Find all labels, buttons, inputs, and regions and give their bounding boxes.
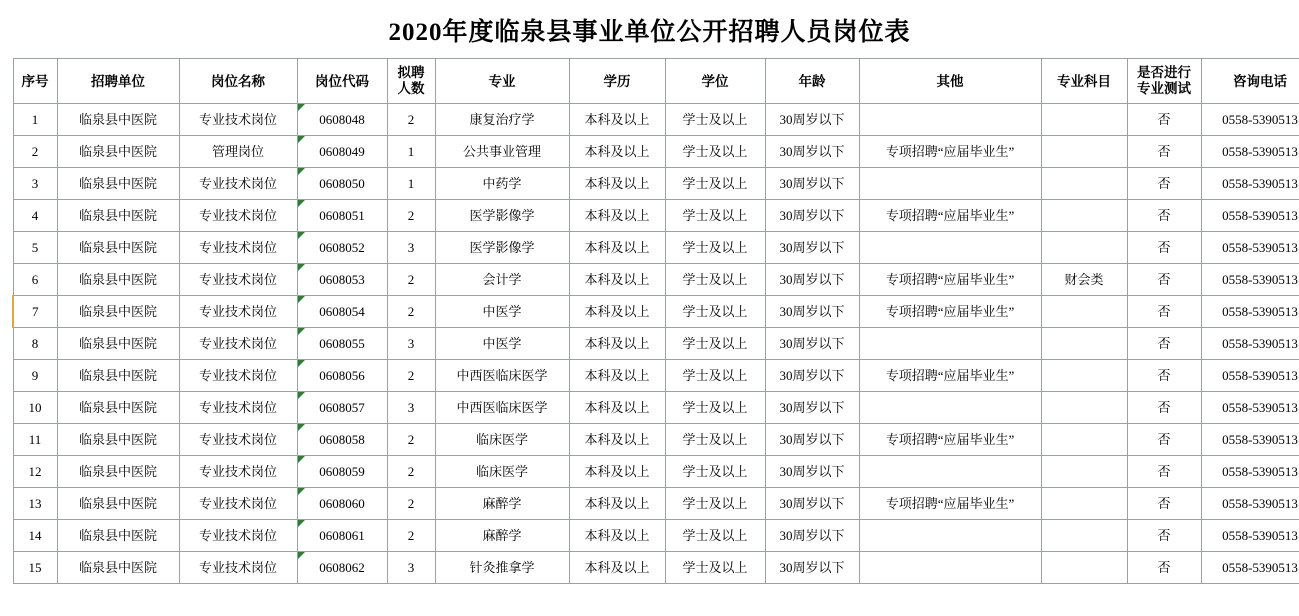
cell-code: 0608049: [297, 136, 387, 168]
cell-code: 0608055: [297, 328, 387, 360]
cell-subject: [1041, 328, 1127, 360]
cell-subject: [1041, 232, 1127, 264]
cell-no: 3: [13, 168, 57, 200]
cell-age: 30周岁以下: [765, 232, 859, 264]
cell-test: 否: [1127, 552, 1201, 584]
cell-edu: 本科及以上: [569, 264, 665, 296]
cell-age: 30周岁以下: [765, 520, 859, 552]
column-header-num-line2: 人数: [397, 81, 425, 96]
cell-edu: 本科及以上: [569, 104, 665, 136]
cell-code: 0608054: [297, 296, 387, 328]
cell-age: 30周岁以下: [765, 296, 859, 328]
cell-post: 专业技术岗位: [179, 488, 297, 520]
cell-no: 13: [13, 488, 57, 520]
cell-edu: 本科及以上: [569, 200, 665, 232]
cell-other: 专项招聘“应届毕业生”: [859, 136, 1041, 168]
cell-major: 中医学: [435, 328, 569, 360]
cell-tel: 0558-5390513: [1201, 168, 1299, 200]
cell-unit: 临泉县中医院: [57, 360, 179, 392]
cell-subject: [1041, 200, 1127, 232]
cell-no: 14: [13, 520, 57, 552]
cell-major: 中西医临床医学: [435, 392, 569, 424]
cell-tel: 0558-5390513: [1201, 424, 1299, 456]
cell-no: 12: [13, 456, 57, 488]
table-header-row: [13, 59, 1299, 104]
cell-test: 否: [1127, 520, 1201, 552]
cell-major: 麻醉学: [435, 488, 569, 520]
cell-age: 30周岁以下: [765, 360, 859, 392]
cell-num: 2: [387, 520, 435, 552]
cell-degree: 学士及以上: [665, 392, 765, 424]
cell-edu: 本科及以上: [569, 488, 665, 520]
cell-other: [859, 104, 1041, 136]
cell-subject: [1041, 488, 1127, 520]
cell-post: 专业技术岗位: [179, 328, 297, 360]
cell-unit: 临泉县中医院: [57, 392, 179, 424]
column-header-test: [1127, 59, 1201, 104]
column-header-major: 专业: [435, 59, 569, 104]
cell-num: 2: [387, 456, 435, 488]
cell-tel: 0558-5390513: [1201, 104, 1299, 136]
cell-code: 0608059: [297, 456, 387, 488]
cell-tel: 0558-5390513: [1201, 552, 1299, 584]
cell-num: 2: [387, 424, 435, 456]
cell-code: 0608048: [297, 104, 387, 136]
cell-num: 1: [387, 136, 435, 168]
column-header-edu: 学历: [569, 59, 665, 104]
cell-code: 0608056: [297, 360, 387, 392]
column-header-other: 其他: [859, 59, 1041, 104]
column-header-degree: 学位: [665, 59, 765, 104]
cell-degree: 学士及以上: [665, 360, 765, 392]
column-header-test-line1: 是否进行: [1137, 65, 1191, 80]
cell-edu: 本科及以上: [569, 520, 665, 552]
cell-age: 30周岁以下: [765, 168, 859, 200]
cell-age: 30周岁以下: [765, 424, 859, 456]
table-row[interactable]: [13, 104, 1299, 136]
column-header-subject: 专业科目: [1041, 59, 1127, 104]
column-header-test-line2: 专业测试: [1137, 81, 1191, 96]
table-row[interactable]: [13, 328, 1299, 360]
cell-num: 3: [387, 232, 435, 264]
cell-unit: 临泉县中医院: [57, 520, 179, 552]
column-header-post: 岗位名称: [179, 59, 297, 104]
cell-code: 0608050: [297, 168, 387, 200]
cell-no: 10: [13, 392, 57, 424]
cell-edu: 本科及以上: [569, 328, 665, 360]
cell-test: 否: [1127, 392, 1201, 424]
cell-edu: 本科及以上: [569, 392, 665, 424]
cell-other: [859, 328, 1041, 360]
cell-subject: [1041, 168, 1127, 200]
cell-subject: [1041, 552, 1127, 584]
cell-post: 专业技术岗位: [179, 232, 297, 264]
cell-test: 否: [1127, 232, 1201, 264]
table-row[interactable]: [13, 232, 1299, 264]
cell-degree: 学士及以上: [665, 328, 765, 360]
table-row[interactable]: [13, 168, 1299, 200]
cell-subject: [1041, 424, 1127, 456]
cell-other: 专项招聘“应届毕业生”: [859, 200, 1041, 232]
cell-test: 否: [1127, 456, 1201, 488]
cell-age: 30周岁以下: [765, 200, 859, 232]
cell-major: 临床医学: [435, 456, 569, 488]
cell-edu: 本科及以上: [569, 456, 665, 488]
cell-major: 医学影像学: [435, 200, 569, 232]
cell-post: 专业技术岗位: [179, 360, 297, 392]
cell-major: 中药学: [435, 168, 569, 200]
column-header-age: 年龄: [765, 59, 859, 104]
cell-other: [859, 456, 1041, 488]
cell-tel: 0558-5390513: [1201, 520, 1299, 552]
cell-test: 否: [1127, 424, 1201, 456]
cell-degree: 学士及以上: [665, 104, 765, 136]
cell-no: 8: [13, 328, 57, 360]
cell-unit: 临泉县中医院: [57, 136, 179, 168]
cell-tel: 0558-5390513: [1201, 456, 1299, 488]
cell-subject: [1041, 104, 1127, 136]
cell-post: 专业技术岗位: [179, 168, 297, 200]
cell-unit: 临泉县中医院: [57, 264, 179, 296]
cell-edu: 本科及以上: [569, 552, 665, 584]
cell-code: 0608051: [297, 200, 387, 232]
cell-num: 3: [387, 328, 435, 360]
cell-unit: 临泉县中医院: [57, 168, 179, 200]
cell-other: 专项招聘“应届毕业生”: [859, 488, 1041, 520]
cell-unit: 临泉县中医院: [57, 424, 179, 456]
cell-num: 1: [387, 168, 435, 200]
cell-unit: 临泉县中医院: [57, 232, 179, 264]
cell-code: 0608061: [297, 520, 387, 552]
cell-edu: 本科及以上: [569, 296, 665, 328]
cell-num: 2: [387, 200, 435, 232]
cell-other: [859, 552, 1041, 584]
column-header-num: [387, 59, 435, 104]
column-header-code: 岗位代码: [297, 59, 387, 104]
cell-subject: [1041, 296, 1127, 328]
cell-unit: 临泉县中医院: [57, 296, 179, 328]
cell-num: 2: [387, 296, 435, 328]
cell-age: 30周岁以下: [765, 488, 859, 520]
table-row[interactable]: [13, 136, 1299, 168]
cell-post: 专业技术岗位: [179, 104, 297, 136]
cell-no: 6: [13, 264, 57, 296]
table-row[interactable]: [13, 424, 1299, 456]
cell-num: 3: [387, 392, 435, 424]
cell-tel: 0558-5390513: [1201, 136, 1299, 168]
cell-age: 30周岁以下: [765, 392, 859, 424]
cell-no: 9: [13, 360, 57, 392]
cell-post: 专业技术岗位: [179, 200, 297, 232]
cell-no: 4: [13, 200, 57, 232]
cell-unit: 临泉县中医院: [57, 488, 179, 520]
cell-other: [859, 168, 1041, 200]
cell-code: 0608058: [297, 424, 387, 456]
cell-test: 否: [1127, 200, 1201, 232]
cell-subject: [1041, 136, 1127, 168]
cell-major: 针灸推拿学: [435, 552, 569, 584]
cell-degree: 学士及以上: [665, 168, 765, 200]
cell-post: 专业技术岗位: [179, 424, 297, 456]
cell-unit: 临泉县中医院: [57, 200, 179, 232]
table-row[interactable]: [13, 200, 1299, 232]
cell-num: 3: [387, 552, 435, 584]
cell-degree: 学士及以上: [665, 456, 765, 488]
cell-test: 否: [1127, 104, 1201, 136]
table-row[interactable]: [13, 264, 1299, 296]
table-row[interactable]: [13, 456, 1299, 488]
cell-edu: 本科及以上: [569, 232, 665, 264]
cell-other: [859, 392, 1041, 424]
cell-subject: [1041, 456, 1127, 488]
cell-test: 否: [1127, 328, 1201, 360]
cell-other: 专项招聘“应届毕业生”: [859, 264, 1041, 296]
cell-post: 专业技术岗位: [179, 552, 297, 584]
cell-tel: 0558-5390513: [1201, 392, 1299, 424]
cell-code: 0608060: [297, 488, 387, 520]
cell-code: 0608062: [297, 552, 387, 584]
cell-other: 专项招聘“应届毕业生”: [859, 424, 1041, 456]
cell-test: 否: [1127, 296, 1201, 328]
cell-age: 30周岁以下: [765, 328, 859, 360]
cell-major: 会计学: [435, 264, 569, 296]
cell-edu: 本科及以上: [569, 424, 665, 456]
cell-test: 否: [1127, 264, 1201, 296]
cell-tel: 0558-5390513: [1201, 328, 1299, 360]
cell-post: 专业技术岗位: [179, 456, 297, 488]
cell-age: 30周岁以下: [765, 552, 859, 584]
cell-major: 医学影像学: [435, 232, 569, 264]
cell-age: 30周岁以下: [765, 456, 859, 488]
cell-no: 1: [13, 104, 57, 136]
cell-degree: 学士及以上: [665, 264, 765, 296]
cell-other: 专项招聘“应届毕业生”: [859, 360, 1041, 392]
cell-major: 中医学: [435, 296, 569, 328]
column-header-tel: 咨询电话: [1201, 59, 1299, 104]
cell-tel: 0558-5390513: [1201, 360, 1299, 392]
cell-test: 否: [1127, 136, 1201, 168]
cell-tel: 0558-5390513: [1201, 488, 1299, 520]
cell-subject: 财会类: [1041, 264, 1127, 296]
cell-code: 0608053: [297, 264, 387, 296]
cell-unit: 临泉县中医院: [57, 104, 179, 136]
cell-num: 2: [387, 104, 435, 136]
cell-subject: [1041, 360, 1127, 392]
cell-degree: 学士及以上: [665, 232, 765, 264]
table-body: [13, 104, 1299, 584]
cell-degree: 学士及以上: [665, 296, 765, 328]
cell-tel: 0558-5390513: [1201, 200, 1299, 232]
table-row[interactable]: [13, 360, 1299, 392]
cell-unit: 临泉县中医院: [57, 328, 179, 360]
cell-no: 7: [13, 296, 57, 328]
cell-num: 2: [387, 360, 435, 392]
cell-no: 2: [13, 136, 57, 168]
recruitment-table: [12, 58, 1299, 584]
cell-num: 2: [387, 488, 435, 520]
cell-major: 公共事业管理: [435, 136, 569, 168]
cell-degree: 学士及以上: [665, 552, 765, 584]
table-row[interactable]: [13, 296, 1299, 328]
cell-tel: 0558-5390513: [1201, 264, 1299, 296]
cell-unit: 临泉县中医院: [57, 456, 179, 488]
cell-subject: [1041, 520, 1127, 552]
column-header-no: 序号: [13, 59, 57, 104]
cell-age: 30周岁以下: [765, 264, 859, 296]
cell-subject: [1041, 392, 1127, 424]
cell-degree: 学士及以上: [665, 136, 765, 168]
cell-degree: 学士及以上: [665, 520, 765, 552]
cell-degree: 学士及以上: [665, 488, 765, 520]
column-header-unit: 招聘单位: [57, 59, 179, 104]
table-row[interactable]: [13, 520, 1299, 552]
cell-unit: 临泉县中医院: [57, 552, 179, 584]
cell-edu: 本科及以上: [569, 168, 665, 200]
table-row[interactable]: [13, 392, 1299, 424]
cell-major: 临床医学: [435, 424, 569, 456]
cell-post: 专业技术岗位: [179, 264, 297, 296]
cell-major: 麻醉学: [435, 520, 569, 552]
cell-tel: 0558-5390513: [1201, 296, 1299, 328]
column-header-num-line1: 拟聘: [397, 65, 425, 80]
page-title: 2020年度临泉县事业单位公开招聘人员岗位表: [388, 19, 911, 46]
cell-post: 管理岗位: [179, 136, 297, 168]
cell-age: 30周岁以下: [765, 136, 859, 168]
cell-num: 2: [387, 264, 435, 296]
cell-other: [859, 520, 1041, 552]
cell-degree: 学士及以上: [665, 424, 765, 456]
cell-tel: 0558-5390513: [1201, 232, 1299, 264]
cell-edu: 本科及以上: [569, 360, 665, 392]
cell-major: 康复治疗学: [435, 104, 569, 136]
cell-no: 5: [13, 232, 57, 264]
table-row[interactable]: [13, 488, 1299, 520]
cell-test: 否: [1127, 360, 1201, 392]
cell-test: 否: [1127, 488, 1201, 520]
cell-post: 专业技术岗位: [179, 520, 297, 552]
cell-major: 中西医临床医学: [435, 360, 569, 392]
cell-code: 0608057: [297, 392, 387, 424]
cell-other: [859, 232, 1041, 264]
cell-post: 专业技术岗位: [179, 296, 297, 328]
cell-edu: 本科及以上: [569, 136, 665, 168]
cell-no: 11: [13, 424, 57, 456]
cell-no: 15: [13, 552, 57, 584]
table-row[interactable]: [13, 552, 1299, 584]
cell-test: 否: [1127, 168, 1201, 200]
cell-age: 30周岁以下: [765, 104, 859, 136]
cell-code: 0608052: [297, 232, 387, 264]
cell-other: 专项招聘“应届毕业生”: [859, 296, 1041, 328]
cell-degree: 学士及以上: [665, 200, 765, 232]
cell-post: 专业技术岗位: [179, 392, 297, 424]
